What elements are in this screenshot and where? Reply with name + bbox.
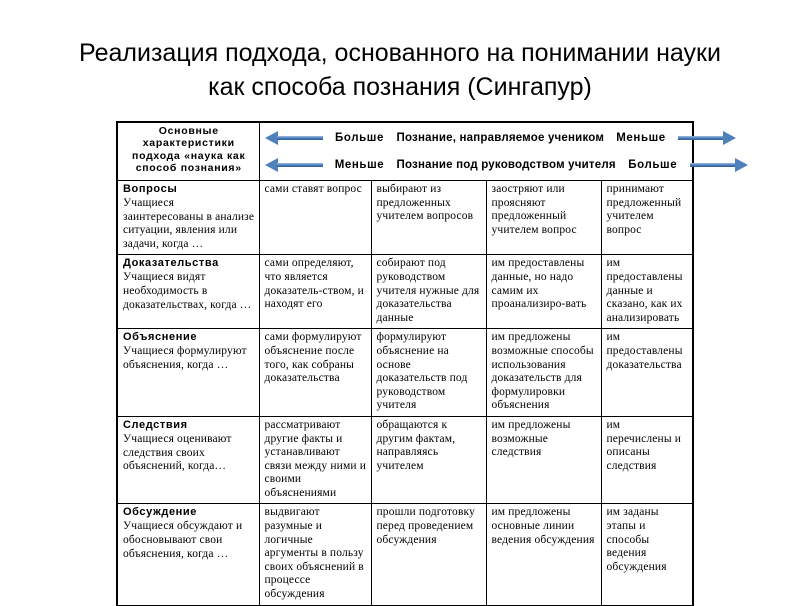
arrow-left-icon	[265, 131, 323, 144]
row-header-label: Обсуждение	[123, 506, 197, 519]
cell-col3	[371, 504, 486, 605]
cell-text: им предложены основные линии ведения обсуждения	[491, 506, 595, 546]
table-row	[117, 504, 693, 605]
cell-col2	[259, 416, 371, 504]
row-header-cell	[117, 181, 259, 255]
row-header-description: Учащиеся формулируют объяснения, когда …	[123, 345, 247, 371]
cell-col5	[601, 416, 693, 504]
table-row	[117, 329, 693, 417]
arrow-left-icon	[265, 158, 323, 171]
cell-col2	[259, 504, 371, 605]
cell-text: обращаются к другим фактам, направляясь учителем	[376, 418, 456, 472]
cell-text: выбирают из предложенных учителем вопросов	[376, 183, 474, 223]
row-header-label: Объяснение	[123, 331, 198, 344]
cell-col3	[371, 329, 486, 417]
arrow-right-icon	[690, 158, 748, 171]
corner-header-cell	[117, 122, 259, 181]
axis-left-word: Меньше	[334, 158, 385, 171]
row-header-cell	[117, 329, 259, 417]
axis-middle-label: Познание, направляемое учеником	[396, 131, 605, 144]
cell-text: сами определяют, что является доказатель-ством, и находят его	[264, 257, 364, 311]
cell-text: принимают предложенный учителем вопрос	[606, 183, 682, 236]
cell-text: им предоставлены данные и сказано, как их анализировать	[606, 257, 683, 324]
row-header-description: Учащиеся оценивают следствия своих объяснений, когда…	[123, 432, 232, 473]
cell-text: сами формулируют объяснение после того, как собраны доказательства	[264, 331, 362, 385]
row-header-description: Учащиеся заинтересованы в анализе ситуации, явления или задачи, когда …	[123, 197, 255, 250]
row-header-label: Вопросы	[123, 183, 178, 195]
cell-col2	[259, 181, 371, 255]
cell-col5	[601, 504, 693, 605]
cell-text: формулируют объяснение на основе доказательств под руководством учителя	[376, 331, 468, 412]
axis-middle-label: Познание под руководством учителя	[396, 158, 616, 171]
row-header-label: Следствия	[123, 418, 188, 431]
cell-col4	[486, 255, 601, 329]
axis-row-teacher-directed	[265, 152, 689, 177]
cell-text: выдвигают разумные и логичные аргументы в пользу своих объяснений в процессе обсуждения	[264, 506, 364, 601]
cell-col3	[371, 255, 486, 329]
cell-text: собирают под руководством учителя нужные для доказательства данные	[376, 257, 480, 324]
row-header-cell	[117, 416, 259, 504]
cell-col4	[486, 329, 601, 417]
cell-col5	[601, 329, 693, 417]
cell-text: им предоставлены данные, но надо самим их проанализиро-вать	[491, 257, 587, 311]
inquiry-matrix-table	[116, 121, 694, 606]
cell-col4	[486, 504, 601, 605]
cell-text: прошли подготовку перед проведением обсуждения	[376, 506, 476, 546]
cell-col4	[486, 416, 601, 504]
page-title-line-2: как способа познания (Сингапур)	[208, 73, 592, 101]
cell-text: им заданы этапы и способы ведения обсуждения	[606, 506, 667, 573]
cell-text: им предложены возможные следствия	[491, 418, 571, 459]
row-header-cell	[117, 255, 259, 329]
table-header-row	[117, 122, 693, 181]
row-header-description: Учащиеся видят необходимость в доказательствах, когда …	[123, 271, 252, 311]
cell-text: им предоставлены доказательства	[606, 331, 683, 371]
page-title-line-1: Реализация подхода, основанного на понимании науки	[79, 39, 721, 67]
row-header-description: Учащиеся обсуждают и обосновывают свои объяснения, когда …	[123, 520, 243, 560]
cell-col2	[259, 255, 371, 329]
cell-text: заостряют или проясняют предложенный учителем вопрос	[491, 183, 577, 236]
cell-col5	[601, 255, 693, 329]
table-row	[117, 416, 693, 504]
corner-header-label: Основные характеристики подхода «наука как способ познания»	[132, 125, 246, 175]
table-row	[117, 181, 693, 255]
cell-text: сами ставят вопрос	[264, 183, 362, 195]
axis-row-student-directed	[265, 125, 689, 150]
table-row	[117, 255, 693, 329]
axis-right-word: Меньше	[616, 131, 666, 144]
arrow-right-icon	[678, 131, 736, 144]
axis-legend-cell	[259, 122, 693, 181]
row-header-cell	[117, 504, 259, 605]
cell-col2	[259, 329, 371, 417]
row-header-label: Доказательства	[123, 257, 219, 270]
cell-text: им предложены возможные способы использования доказательств для формулировки объяснения	[491, 331, 594, 412]
cell-text: им перечислены и описаны следствия	[606, 418, 682, 472]
cell-col4	[486, 181, 601, 255]
axis-right-word: Больше	[628, 158, 678, 171]
page-title	[45, 36, 755, 104]
cell-text: рассматривают другие факты и устанавливают связи между ними и своими объяснениями	[264, 418, 367, 499]
axis-left-word: Больше	[335, 131, 384, 144]
cell-col3	[371, 416, 486, 504]
cell-col3	[371, 181, 486, 255]
cell-col5	[601, 181, 693, 255]
